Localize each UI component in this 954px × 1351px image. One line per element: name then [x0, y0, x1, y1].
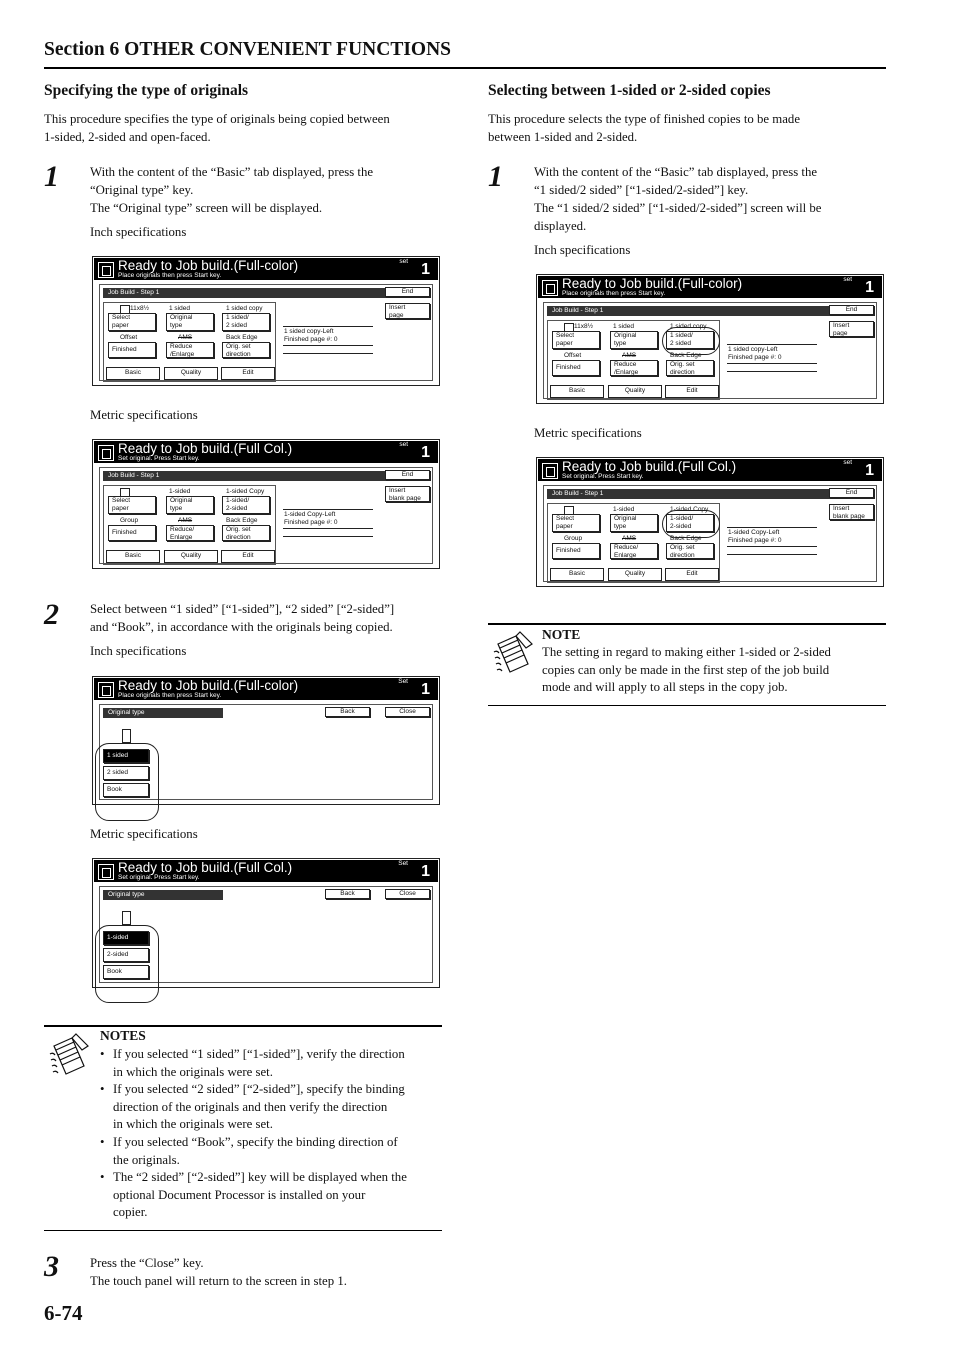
ams-label: AMS [178, 334, 193, 341]
finished-button[interactable]: Finished [108, 342, 156, 358]
button-label-line: Original [170, 497, 193, 504]
bullet: • [100, 1047, 105, 1061]
original-type-button[interactable] [166, 313, 214, 331]
left-intro-line: 1-sided, 2-sided and open-faced. [44, 130, 211, 144]
basic-settings-group [547, 320, 720, 400]
button-label-line: Orig. set [226, 526, 251, 533]
step-text-line: and “Book”, in accordance with the originals being copied. [90, 620, 393, 634]
note-top-rule [488, 623, 886, 625]
notes-line: The “2 sided” [“2-sided”] key will be displayed when the [113, 1170, 407, 1185]
notes-line: If you selected “Book”, specify the binding direction of [113, 1134, 398, 1149]
original-type-button[interactable] [166, 496, 214, 514]
insert-page-button[interactable] [385, 303, 430, 319]
original-type-header: 1-sided [169, 488, 191, 495]
metric-spec-label: Metric specifications [90, 827, 198, 841]
step-text-line: With the content of the “Basic” tab displayed, press the [534, 165, 818, 179]
right-step1-text [534, 163, 821, 235]
tab-edit[interactable]: Edit [665, 568, 719, 581]
button-label-line: Enlarge [170, 534, 193, 541]
bullet: • [100, 1134, 105, 1149]
touch-panel-basic [92, 256, 440, 386]
notes-item [100, 1046, 445, 1081]
option-book-button[interactable]: Book [103, 965, 149, 979]
status-finished-pages: Finished page #: 0 [284, 336, 338, 343]
copy-mode-header: 1-sided Copy [226, 488, 265, 495]
panel-subtitle: Place originals then press Start key. [118, 272, 222, 279]
option-book-button[interactable]: Book [103, 783, 149, 797]
notes-line: optional Document Processor is installed on your [113, 1187, 366, 1202]
step-text-line: The touch panel will return to the screen in step 1. [90, 1274, 347, 1288]
step-number: 1 [488, 160, 503, 193]
tab-quality[interactable]: Quality [164, 550, 218, 563]
highlight-oval [662, 327, 720, 355]
button-label-line: 1 sided/ [226, 314, 249, 321]
notes-list [100, 1046, 445, 1222]
select-paper-button[interactable] [108, 496, 156, 514]
panel-title: Ready to Job build.(Full-color) [118, 258, 299, 273]
panel-body [99, 467, 433, 564]
status-line [283, 326, 373, 327]
copy-mode-header: 1 sided copy [226, 305, 263, 312]
back-edge-label: Back Edge [226, 517, 258, 524]
step-text-line: The “1 sided/2 sided” [“1-sided/2-sided”] screen will be [534, 201, 822, 215]
status-finished-pages: Finished page #: 0 [284, 519, 338, 526]
notes-line: in which the originals were set. [113, 1117, 273, 1132]
note-bottom-rule [488, 705, 886, 706]
button-label-line: Enlarge [614, 552, 637, 559]
button-label-line: Original [614, 332, 637, 339]
panel-body [543, 302, 877, 399]
job-build-icon [98, 682, 114, 698]
original-type-title-bar: Original type [103, 708, 223, 718]
document-icon [122, 911, 131, 925]
close-button[interactable]: Close [385, 889, 430, 899]
metric-spec-label: Metric specifications [534, 426, 642, 440]
tab-quality[interactable]: Quality [164, 367, 218, 380]
select-paper-button[interactable] [552, 331, 600, 349]
panel-body [99, 284, 433, 381]
copy-count: 1 [865, 462, 874, 479]
step-text-line: The “Original type” screen will be displayed. [90, 201, 323, 215]
status-line [727, 527, 817, 528]
notes-line: in which the originals were set. [113, 1064, 273, 1079]
ams-label: AMS [622, 535, 637, 542]
set-label: set [843, 459, 852, 466]
tab-basic[interactable]: Basic [550, 385, 604, 398]
panel-title: Ready to Job build.(Full Col.) [118, 860, 293, 875]
step1-text [90, 163, 373, 217]
panel-body [99, 704, 433, 800]
button-label-line: Orig. set [670, 544, 695, 551]
button-label-line: /Enlarge [614, 369, 639, 376]
panel-header [538, 276, 882, 298]
orig-set-direction-button[interactable] [666, 543, 714, 559]
button-label-line: Insert [833, 322, 850, 329]
status-line [727, 546, 817, 547]
button-label-line: type [170, 505, 183, 512]
select-paper-button[interactable] [552, 514, 600, 532]
panel-header [94, 258, 438, 280]
touch-panel-original-type [92, 858, 440, 988]
step-text-line: “1 sided/2 sided” [“1-sided/2-sided”] key. [534, 183, 749, 197]
button-label-line: Insert [389, 304, 406, 311]
button-label-line: paper [112, 322, 129, 329]
panel-subtitle: Set original. Press Start key. [118, 455, 200, 462]
step-text-line: displayed. [534, 219, 587, 233]
document-icon [122, 729, 131, 743]
copy-count: 1 [421, 681, 430, 698]
insert-page-button[interactable] [829, 321, 874, 337]
copy-mode-header: 1-sided Copy [670, 506, 709, 513]
button-label-line: Insert [833, 505, 850, 512]
insert-page-button[interactable] [385, 486, 430, 502]
job-build-step-bar: Job Build - Step 1 [547, 489, 830, 499]
step-text-line: “Original type” key. [90, 183, 194, 197]
tab-quality[interactable]: Quality [608, 568, 662, 581]
button-label-line: 1 sided/ [670, 332, 693, 339]
job-build-icon [542, 280, 558, 296]
job-build-step-bar: Job Build - Step 1 [547, 306, 830, 316]
original-type-button[interactable] [610, 331, 658, 349]
end-button[interactable]: End [385, 287, 430, 297]
tab-edit[interactable]: Edit [221, 550, 275, 563]
button-label-line: Reduce/ [170, 526, 195, 533]
button-label-line: Orig. set [670, 361, 695, 368]
button-label-line: Reduce [614, 361, 637, 368]
copy-count: 1 [421, 261, 430, 278]
original-type-button[interactable] [610, 514, 658, 532]
button-label-line: Original [614, 515, 637, 522]
button-label-line: 2 sided [226, 322, 247, 329]
note-line: mode and will apply to all steps in the copy job. [542, 680, 788, 695]
section-title: Section 6 OTHER CONVENIENT FUNCTIONS [44, 39, 452, 60]
button-label-line: blank page [389, 495, 421, 502]
button-label-line: Orig. set [226, 343, 251, 350]
basic-settings-group [103, 485, 276, 565]
status-copy-left: 1-sided Copy-Left [284, 511, 336, 518]
panel-body [99, 886, 433, 983]
panel-title: Ready to Job build.(Full Col.) [562, 459, 737, 474]
inch-spec-label: Inch specifications [90, 644, 187, 658]
output-mode-label: Group [564, 535, 583, 542]
job-build-icon [542, 463, 558, 479]
set-label: Set [398, 860, 408, 867]
notepad-pencil-icon [490, 630, 536, 680]
button-label-line: Select [112, 497, 131, 504]
copy-count: 1 [421, 444, 430, 461]
finished-button[interactable]: Finished [108, 525, 156, 541]
job-build-icon [98, 445, 114, 461]
finished-button[interactable]: Finished [552, 360, 600, 376]
button-label-line: page [833, 330, 848, 337]
right-intro-line: between 1-sided and 2-sided. [488, 130, 638, 144]
tab-basic[interactable]: Basic [106, 367, 160, 380]
step-text-line: Select between “1 sided” [“1-sided”], “2 sided” [“2-sided”] [90, 602, 395, 616]
status-line [283, 536, 373, 537]
status-line [727, 363, 817, 364]
job-build-step-bar: Job Build - Step 1 [103, 471, 386, 481]
original-type-header: 1 sided [613, 323, 634, 330]
paper-size-label: 11x8½ [130, 305, 150, 312]
left-heading: Specifying the type of originals [44, 82, 249, 99]
button-label-line: type [614, 340, 627, 347]
set-label: set [843, 276, 852, 283]
notes-line: If you selected “2 sided” [“2-sided”], specify the binding [113, 1082, 405, 1097]
touch-panel-basic [536, 457, 884, 587]
ams-label: AMS [178, 517, 193, 524]
panel-header [94, 860, 438, 882]
button-label-line: /Enlarge [170, 351, 195, 358]
basic-settings-group [103, 302, 276, 382]
highlight-oval [662, 510, 720, 538]
button-label-line: 2 sided [670, 340, 691, 347]
panel-subtitle: Set original. Press Start key. [562, 473, 644, 480]
left-intro [44, 110, 390, 146]
basic-settings-group [547, 503, 720, 583]
bullet: • [100, 1082, 105, 1097]
notepad-pencil-icon [46, 1032, 92, 1082]
orig-set-direction-button[interactable] [222, 342, 270, 358]
notes-title: NOTES [100, 1028, 146, 1043]
back-edge-label: Back Edge [670, 352, 702, 359]
select-paper-button[interactable] [108, 313, 156, 331]
duplex-button[interactable] [222, 496, 270, 514]
button-label-line: Reduce/ [614, 544, 639, 551]
status-line [727, 344, 817, 345]
right-intro [488, 110, 800, 146]
option-1-sided-button[interactable]: 1 sided [103, 749, 149, 763]
step-text-line: Press the “Close” key. [90, 1256, 204, 1270]
note-line: The setting in regard to making either 1-sided or 2-sided [542, 645, 831, 659]
reduce-enlarge-button[interactable] [166, 525, 214, 541]
touch-panel-basic [92, 439, 440, 569]
note-line: copies can only be made in the first step of the job build [542, 662, 830, 677]
metric-spec-label: Metric specifications [90, 408, 198, 422]
button-label-line: page [389, 312, 404, 319]
bullet: • [100, 1170, 105, 1185]
status-finished-pages: Finished page #: 0 [728, 537, 782, 544]
button-label-line: type [170, 322, 183, 329]
note-text [542, 644, 831, 697]
panel-subtitle: Place originals then press Start key. [562, 290, 666, 297]
right-heading: Selecting between 1-sided or 2-sided copies [488, 82, 771, 99]
notes-line: copier. [113, 1205, 148, 1220]
set-label: set [399, 441, 408, 448]
touch-panel-basic [536, 274, 884, 404]
output-mode-label: Offset [120, 334, 138, 341]
panel-title: Ready to Job build.(Full-color) [118, 678, 299, 693]
panel-body [543, 485, 877, 582]
status-line [283, 509, 373, 510]
status-finished-pages: Finished page #: 0 [728, 354, 782, 361]
left-intro-line: This procedure specifies the type of originals being copied between [44, 112, 390, 126]
notes-bottom-rule [44, 1230, 442, 1231]
back-button[interactable]: Back [325, 889, 370, 899]
set-label: set [399, 258, 408, 265]
notes-line: direction of the originals and then verify the direction [113, 1099, 388, 1114]
back-edge-label: Back Edge [226, 334, 258, 341]
button-label-line: 2-sided [226, 505, 248, 512]
back-button[interactable]: Back [325, 707, 370, 717]
copy-count: 1 [865, 279, 874, 296]
panel-title: Ready to Job build.(Full-color) [562, 276, 743, 291]
button-label-line: 2-sided [670, 523, 692, 530]
panel-subtitle: Set original. Press Start key. [118, 874, 200, 881]
paper-size-label: 11x8½ [574, 323, 594, 330]
panel-header [538, 459, 882, 481]
button-label-line: direction [226, 351, 251, 358]
touch-panel-original-type [92, 676, 440, 805]
job-build-step-bar: Job Build - Step 1 [103, 288, 386, 298]
end-button[interactable]: End [829, 305, 874, 315]
step2-text [90, 600, 394, 636]
end-button[interactable]: End [385, 470, 430, 480]
set-label: Set [398, 678, 408, 685]
panel-header [94, 678, 438, 700]
finished-button[interactable]: Finished [552, 543, 600, 559]
notes-item [100, 1134, 445, 1169]
option-2-sided-button[interactable]: 2 sided [103, 766, 149, 780]
status-copy-left: 1 sided copy-Left [728, 346, 778, 353]
status-copy-left: 1 sided copy-Left [284, 328, 334, 335]
panel-header [94, 441, 438, 463]
status-line [727, 371, 817, 372]
button-label-line: direction [670, 552, 695, 559]
panel-subtitle: Place originals then press Start key. [118, 692, 222, 699]
reduce-enlarge-button[interactable] [610, 543, 658, 559]
step-number: 1 [44, 160, 59, 193]
page-number: 6-74 [44, 1301, 83, 1325]
button-label-line: Select [556, 515, 575, 522]
panel-title: Ready to Job build.(Full Col.) [118, 441, 293, 456]
step3-text [90, 1254, 347, 1290]
button-label-line: Original [170, 314, 193, 321]
note-title: NOTE [542, 627, 581, 642]
copy-count: 1 [421, 863, 430, 880]
status-line [283, 353, 373, 354]
status-line [727, 554, 817, 555]
job-build-icon [98, 864, 114, 880]
right-intro-line: This procedure selects the type of finished copies to be made [488, 112, 800, 126]
ams-label: AMS [622, 352, 637, 359]
insert-page-button[interactable] [829, 504, 874, 520]
button-label-line: Select [112, 314, 131, 321]
notes-item [100, 1081, 445, 1134]
section-rule [44, 67, 886, 69]
option-1-sided-button[interactable]: 1-sided [103, 931, 149, 945]
tab-basic[interactable]: Basic [550, 568, 604, 581]
close-button[interactable]: Close [385, 707, 430, 717]
notes-line: the originals. [113, 1152, 180, 1167]
back-edge-label: Back Edge [670, 535, 702, 542]
button-label-line: Reduce [170, 343, 193, 350]
button-label-line: paper [556, 523, 573, 530]
output-mode-label: Group [120, 517, 139, 524]
button-label-line: paper [112, 505, 129, 512]
tab-basic[interactable]: Basic [106, 550, 160, 563]
button-label-line: Select [556, 332, 575, 339]
button-label-line: blank page [833, 513, 865, 520]
notes-line: If you selected “1 sided” [“1-sided”], verify the direction [113, 1047, 405, 1061]
tab-edit[interactable]: Edit [665, 385, 719, 398]
option-2-sided-button[interactable]: 2-sided [103, 948, 149, 962]
end-button[interactable]: End [829, 488, 874, 498]
status-line [283, 528, 373, 529]
button-label-line: 1-sided/ [670, 515, 694, 522]
notes-item [100, 1169, 445, 1222]
button-label-line: 1-sided/ [226, 497, 250, 504]
tab-edit[interactable]: Edit [221, 367, 275, 380]
status-line [283, 345, 373, 346]
status-copy-left: 1-sided Copy-Left [728, 529, 780, 536]
original-type-header: 1-sided [613, 506, 635, 513]
button-label-line: direction [226, 534, 251, 541]
copy-mode-header: 1 sided copy [670, 323, 707, 330]
orig-set-direction-button[interactable] [666, 360, 714, 376]
button-label-line: direction [670, 369, 695, 376]
step-text-line: With the content of the “Basic” tab displayed, press the [90, 165, 374, 179]
output-mode-label: Offset [564, 352, 582, 359]
original-type-header: 1 sided [169, 305, 190, 312]
button-label-line: Insert [389, 487, 406, 494]
duplex-button[interactable] [222, 313, 270, 331]
notes-top-rule [44, 1025, 442, 1027]
button-label-line: paper [556, 340, 573, 347]
button-label-line: type [614, 523, 627, 530]
step-number: 2 [44, 598, 59, 631]
original-type-title-bar: Original type [103, 890, 223, 900]
reduce-enlarge-button[interactable] [610, 360, 658, 376]
tab-quality[interactable]: Quality [608, 385, 662, 398]
inch-spec-label: Inch specifications [534, 243, 631, 257]
reduce-enlarge-button[interactable] [166, 342, 214, 358]
orig-set-direction-button[interactable] [222, 525, 270, 541]
step-number: 3 [44, 1250, 59, 1283]
inch-spec-label: Inch specifications [90, 225, 187, 239]
job-build-icon [98, 262, 114, 278]
